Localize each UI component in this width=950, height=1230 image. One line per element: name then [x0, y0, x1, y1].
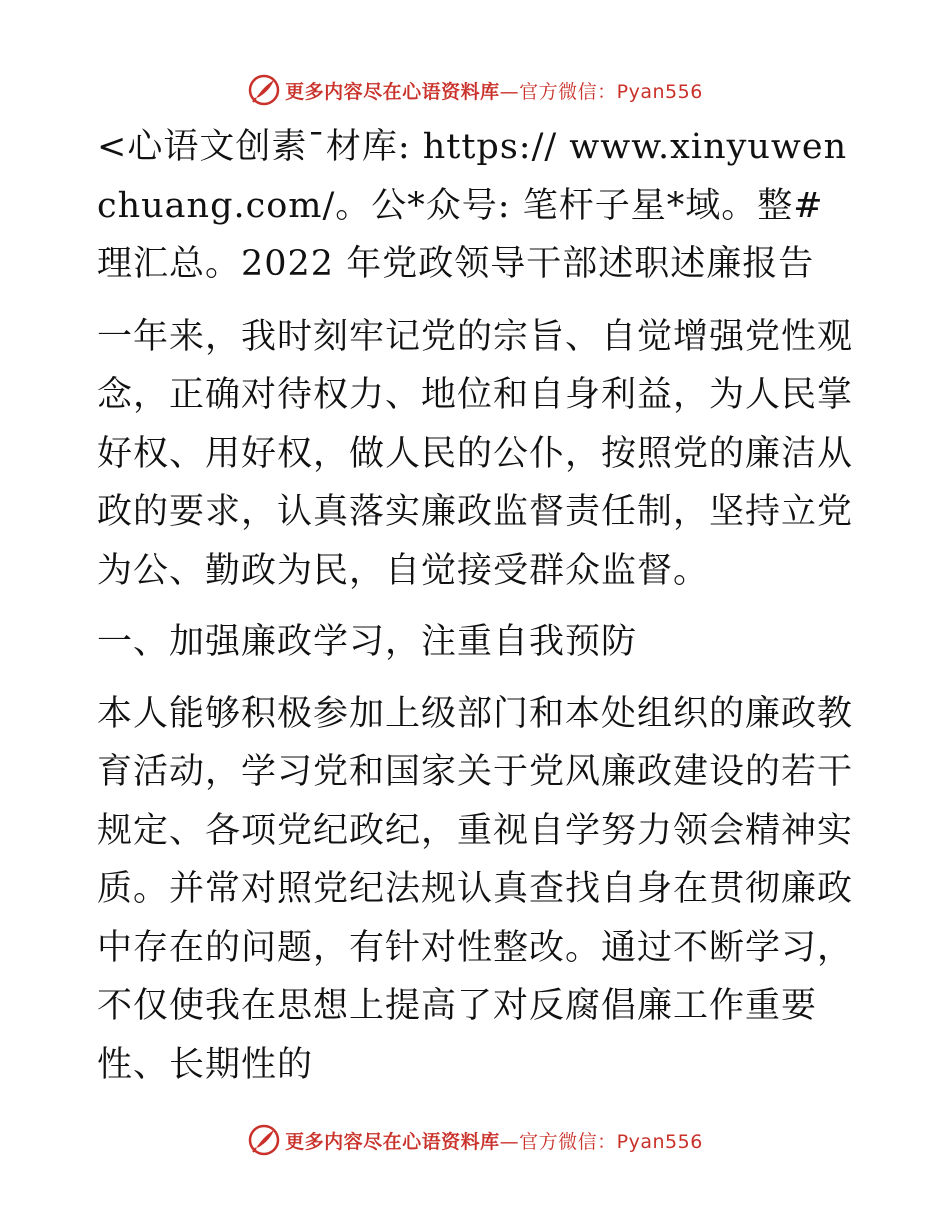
- banner-suffix-text: 官方微信：Pyan556: [519, 1130, 703, 1153]
- paragraph: 本人能够积极参加上级部门和本处组织的廉政教育活动，学习党和国家关于党风廉政建设的若干规定、各项党纪政纪，重视自学努力领会精神实质。并常对照党纪法规认真查找自身在贯彻廉政中存在的问题，有针对性整改。通过不断学习，不仅使我在思想上提高了对反腐倡廉工作重要性、长期性的: [97, 693, 854, 1085]
- section-heading: 一、加强廉政学习，注重自我预防: [97, 622, 638, 662]
- quill-logo-icon: [247, 73, 281, 107]
- footer-banner: [0, 1118, 950, 1162]
- paragraph: 一年来，我时刻牢记党的宗旨、自觉增强党性观念，正确对待权力、地位和自身利益，为人民掌好权、用好权，做人民的公仆，按照党的廉洁从政的要求，认真落实廉政监督责任制，坚持立党为公、勤政为民，自觉接受群众监督。: [97, 316, 854, 591]
- quill-logo-icon: [247, 1123, 281, 1157]
- banner-text: [285, 1127, 703, 1154]
- header-banner: [0, 68, 950, 112]
- document-title: <心语文创素¯材库: https:// www.xinyuwenchuang.com/。公*众号: 笔杆子星*域。整#理汇总。2022 年党政领导干部述职述廉报告: [97, 127, 848, 284]
- banner-separator: —: [499, 80, 520, 103]
- banner-suffix-text: 官方微信：Pyan556: [519, 80, 703, 103]
- banner-separator: —: [499, 1130, 520, 1153]
- document-body: [97, 118, 857, 1094]
- banner-main-text: 更多内容尽在心语资料库: [285, 80, 500, 103]
- banner-main-text: 更多内容尽在心语资料库: [285, 1130, 500, 1153]
- banner-text: [285, 77, 703, 104]
